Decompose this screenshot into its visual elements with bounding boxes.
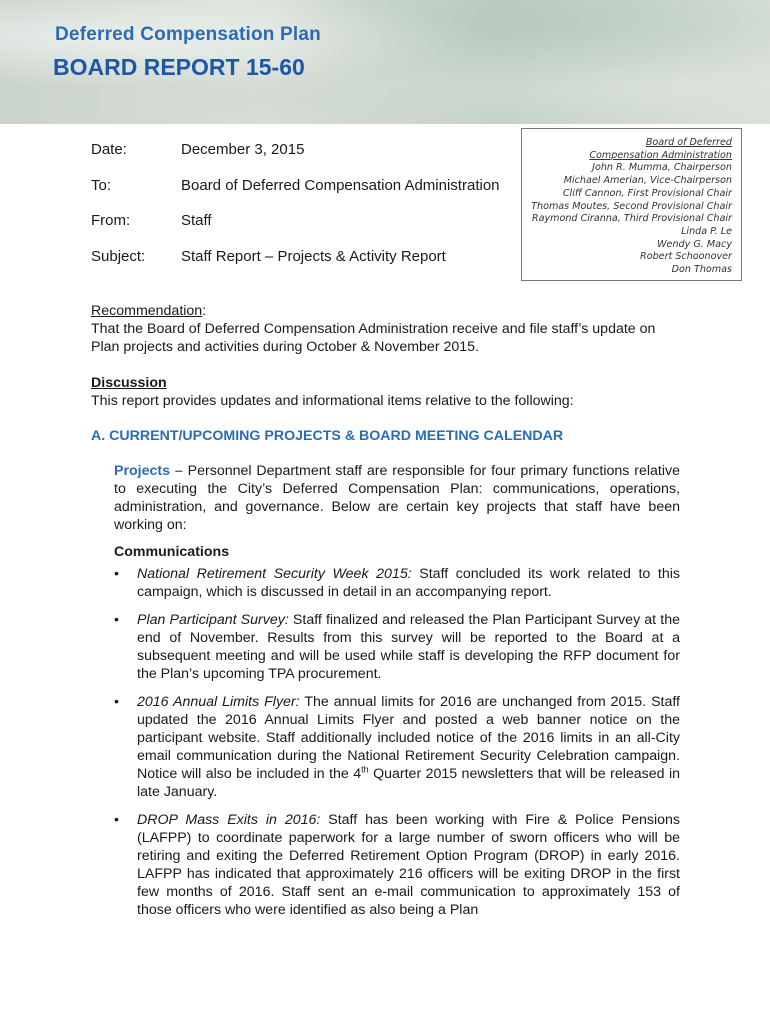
projects-text: Personnel Department staff are responsible for four primary functions relative to executing the City’s Deferred Compensation Plan: communications, operations, administration, and governance. Below are certain key projects that staff have been working on: xyxy=(114,463,681,533)
to-value: Board of Deferred Compensation Administration xyxy=(181,177,500,194)
bullet-text: Staff has been working with Fire & Police Pensions (LAFPP) to coordinate paperwork for a large number of sworn officers who will be retiring and exiting the Deferred Retirement Option Program (DROP) in early 2016. LAFPP has indicated that approximately 216 officers will be exiting DROP in the first few months of 2016. Staff sent an e-mail communication to approximately 153 of those officers who were identified as also being a Plan xyxy=(137,812,681,918)
subject-value: Staff Report – Projects & Activity Report xyxy=(181,248,446,265)
discussion-text: This report provides updates and informational items relative to the following: xyxy=(91,393,574,409)
board-member: Robert Schoonover xyxy=(640,251,732,263)
projects-label: Projects – xyxy=(114,463,183,479)
board-member: Linda P. Le xyxy=(681,225,732,237)
bullet-icon: • xyxy=(114,612,119,628)
board-members-box xyxy=(521,128,742,281)
list-item xyxy=(114,811,680,919)
date-label: Date: xyxy=(91,141,127,158)
list-item xyxy=(114,693,680,801)
header-banner xyxy=(0,0,770,124)
bullet-title: National Retirement Security Week 2015: xyxy=(137,566,412,582)
board-member: Thomas Moutes, Second Provisional Chair xyxy=(531,200,732,212)
bullet-icon: • xyxy=(114,694,119,710)
discussion-heading: Discussion xyxy=(91,375,167,391)
bullet-icon: • xyxy=(114,566,119,582)
bullet-text: The annual limits for 2016 are unchanged from 2015. Staff updated the 2016 Annual Limits Flyer and posted a web banner notice on the participant website. Staff additionally included notice of the 2016 limits in an all-City email communication during the National Retirement Security Celebration campaign. Notice will also be included in the 4 xyxy=(137,694,680,782)
board-member: Raymond Ciranna, Third Provisional Chair xyxy=(531,213,732,225)
communications-heading: Communications xyxy=(114,544,230,560)
bullet-title: Plan Participant Survey: xyxy=(137,612,289,628)
board-member: Don Thomas xyxy=(671,264,732,276)
projects-section xyxy=(114,462,680,929)
recommendation-colon: : xyxy=(202,303,207,319)
board-member: Cliff Cannon, First Provisional Chair xyxy=(562,187,732,199)
bullet-text: Staff finalized and released the Plan Participant Survey at the end of November. Results from this survey will be reported to the Board at a subsequent meeting and will be used while staff is developing the RFP document for the Plan’s upcoming TPA procurement. xyxy=(137,612,680,682)
board-member: John R. Mumma, Chairperson xyxy=(592,162,732,174)
bullet-title: 2016 Annual Limits Flyer: xyxy=(137,694,300,710)
discussion-section xyxy=(91,374,681,410)
list-item xyxy=(114,565,680,601)
bullet-title: DROP Mass Exits in 2016: xyxy=(137,812,321,828)
bullet-text: Staff concluded its work related to this campaign, which is discussed in detail in an accompanying report. xyxy=(137,566,680,600)
recommendation-heading: Recommendation xyxy=(91,303,203,319)
subject-label: Subject: xyxy=(91,248,146,265)
communications-list xyxy=(114,565,680,919)
list-item xyxy=(114,611,680,683)
section-a-heading: A. CURRENT/UPCOMING PROJECTS & BOARD MEETING CALENDAR xyxy=(91,428,564,444)
recommendation-heading-line xyxy=(91,302,681,320)
bullet-text-after: Quarter 2015 newsletters that will be released in late January. xyxy=(137,766,680,800)
bullet-superscript: th xyxy=(361,764,369,775)
board-member: Michael Amerian, Vice-Chairperson xyxy=(563,175,732,187)
header-subtitle: Deferred Compensation Plan xyxy=(55,24,321,45)
board-heading-line2: Compensation Administration xyxy=(589,149,732,161)
recommendation-section xyxy=(91,302,681,356)
recommendation-text: That the Board of Deferred Compensation Administration receive and file staff’s update on Plan projects and activities during October & November 2015. xyxy=(91,321,656,355)
report-title: BOARD REPORT 15-60 xyxy=(53,54,305,80)
projects-paragraph xyxy=(114,462,680,534)
from-value: Staff xyxy=(181,212,212,229)
to-label: To: xyxy=(91,177,112,194)
board-member: Wendy G. Macy xyxy=(657,238,732,250)
date-value: December 3, 2015 xyxy=(181,141,305,158)
bullet-icon: • xyxy=(114,812,119,828)
board-heading-line1: Board of Deferred xyxy=(645,137,732,148)
from-label: From: xyxy=(91,212,131,229)
